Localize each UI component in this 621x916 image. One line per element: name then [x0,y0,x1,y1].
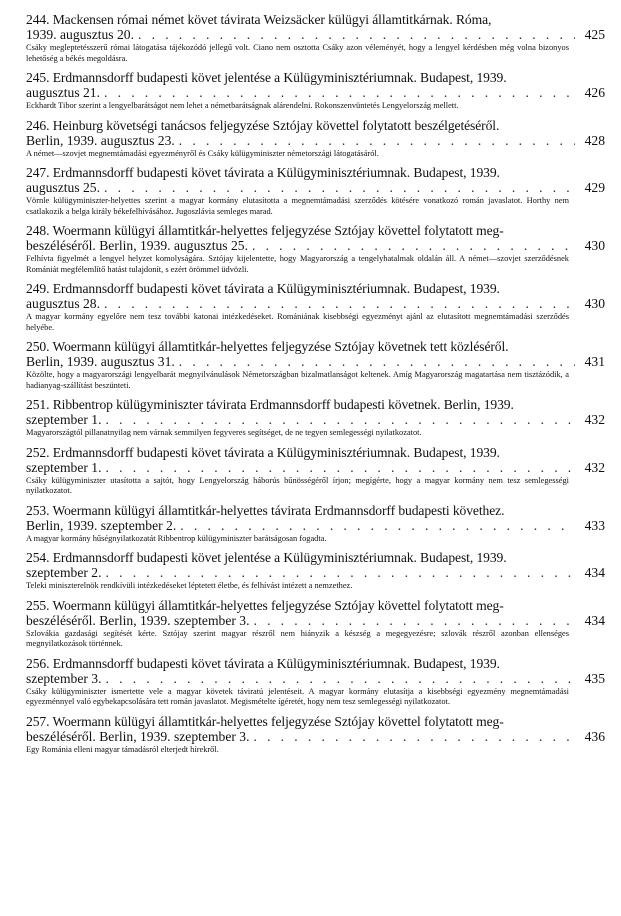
page-number: 425 [584,27,605,42]
entry-heading-last-line [26,27,605,42]
entry-date: szeptember 3. [26,670,102,686]
dot-leader [138,27,575,42]
entry-date: Berlin, 1939. augusztus 23. [26,132,175,148]
dot-leader [252,238,575,253]
toc-entry [26,223,605,275]
toc-entry [26,12,605,64]
dot-leader [106,412,576,427]
entry-summary: A magyar kormány hűségnyilatkozatát Ribbentrop külügyminiszter barátságosan fogadta. [26,533,327,543]
dot-leader [104,296,575,311]
entry-heading-last-line [26,180,605,195]
toc-entry [26,281,605,333]
entry-heading: 246. Heinburg követségi tanácsos feljegyzése Sztójay követtel folytatott beszélgetéséről. [26,117,500,133]
entry-summary: Felhívta figyelmét a lengyel helyzet komolyságára. Sztójay kijelentette, hogy Magyarország a tengelyhatalmak oldalán áll. A német—szovjet szerződésnek Romániát megfélemlítő hatást tulajdonít, s ezért örömmel üdvözli. [26,254,569,274]
dot-leader [180,518,575,533]
dot-leader [179,354,575,369]
entry-heading: 251. Ribbentrop külügyminiszter távirata Erdmannsdorff budapesti követnek. Berlin, 1939. [26,397,514,412]
entry-heading-last-line [26,518,605,533]
entry-date: szeptember 1. [26,459,102,475]
entry-date: beszéléséről. Berlin, 1939. szeptember 3. [26,612,250,628]
toc-entry [26,70,605,112]
entry-heading: 250. Woermann külügyi államtitkár-helyettes feljegyzése Sztójay követnek tett közléséről. [26,339,509,354]
entry-date: 1939. augusztus 20. [26,27,134,42]
entry-heading: 256. Erdmannsdorff budapesti követ távirata a Külügyminisztériumnak. Budapest, 1939. [26,655,500,671]
toc-entry [26,598,605,650]
toc-entry [26,165,605,217]
dot-leader [179,133,575,148]
page-number: 429 [584,180,605,195]
entry-date: szeptember 2. [26,565,102,580]
page-number: 430 [584,238,605,253]
entry-date: Berlin, 1939. szeptember 2. [26,517,177,533]
entry-summary: Vörnle külügyminiszter-helyettes szerint a magyar kormány elutasította a megnemtámadási szerződés kötésére vonatkozó román javaslatot. Horthy nem csatlakozik a belga király békefelhívásához. Jugoszlávia semleges marad. [26,196,569,216]
entry-summary: Szlovákia gazdasági segítését kérte. Sztójay szerint magyar részről nem hiányzik a készség a megegyezésre; szlovák részről azonban ellenséges megnyilatkozások történnek. [26,628,569,648]
entry-heading: 244. Mackensen római német követ távirata Weizsäcker külügyi államtitkárnak. Róma, [26,12,492,27]
page-number: 434 [584,612,605,628]
page-number: 434 [584,565,605,580]
toc-entry [26,397,605,439]
toc-entry [26,445,605,497]
entry-date: beszéléséről. Berlin, 1939. szeptember 3. [26,728,250,744]
page-number: 436 [584,728,605,744]
entry-heading: 248. Woermann külügyi államtitkár-helyettes feljegyzése Sztójay követtel folytatott meg- [26,223,504,238]
toc-entry [26,503,605,545]
dot-leader [106,671,576,686]
entry-heading-last-line [26,412,605,427]
entry-date: augusztus 25. [26,180,101,195]
entry-summary: Egy Románia elleni magyar támadásról elterjedt hírekről. [26,744,219,754]
page-number: 435 [584,670,605,686]
entry-summary: A német—szovjet megnemtámadási egyezményről és Csáky külügyminiszter németországi látogatásáról. [26,148,379,158]
entry-heading-last-line [26,460,605,475]
page-number: 428 [584,132,605,148]
page-number: 433 [584,517,605,533]
entry-date: augusztus 21. [26,85,101,100]
entry-summary: Csáky külügyminiszter utasította a sajtót, hogy Lengyelország háborús bűnösségéről írjon; megígérte, hogy a magyar kormány nem tesz semlegességi nyilatkozatot. [26,475,569,495]
entry-heading-last-line [26,613,605,628]
entry-heading: 247. Erdmannsdorff budapesti követ távirata a Külügyminisztériumnak. Budapest, 1939. [26,165,500,180]
toc-entry [26,339,605,391]
page-number: 431 [584,354,605,369]
entry-heading-last-line [26,671,605,686]
dot-leader [253,613,575,628]
entry-heading-last-line [26,85,605,100]
entry-heading: 257. Woermann külügyi államtitkár-helyettes feljegyzése Sztójay követtel folytatott meg- [26,713,504,729]
entry-summary: Magyarországtól pillanatnyilag nem várnak semmilyen fegyveres segítséget, de ne tegyen semlegességi nyilatkozatot. [26,428,422,437]
toc-entry [26,118,605,160]
entry-heading-last-line [26,238,605,253]
page-number: 432 [584,459,605,475]
entry-heading: 252. Erdmannsdorff budapesti követ távirata a Külügyminisztériumnak. Budapest, 1939. [26,444,500,460]
entry-heading-last-line [26,354,605,369]
entry-summary: Csáky megleptetésszerű római látogatása tájékozódó jellegű volt. Ciano nem osztotta Csáky azon véleményét, hogy a lengyel kérdésben még volna bizonyos lehetőség a békés megoldásra. [26,43,569,63]
entry-heading-last-line [26,296,605,311]
dot-leader [104,180,575,195]
entry-heading: 253. Woermann külügyi államtitkár-helyettes távirata Erdmannsdorff budapesti követhez. [26,502,505,518]
entry-heading: 255. Woermann külügyi államtitkár-helyettes feljegyzése Sztójay követtel folytatott meg- [26,597,504,613]
entry-date: Berlin, 1939. augusztus 31. [26,354,175,369]
entry-heading: 245. Erdmannsdorff budapesti követ jelentése a Külügyminisztériumnak. Budapest, 1939. [26,70,507,85]
entry-heading-last-line [26,565,605,580]
toc-entry [26,550,605,592]
toc-entry [26,714,605,756]
dot-leader [104,85,575,100]
entry-date: beszéléséről. Berlin, 1939. augusztus 25. [26,238,248,253]
entry-summary: Eckhardt Tibor szerint a lengyelbarátságot nem lehet a németbarátságnak alárendelni. Rokonszenvüntetés Lengyelország mellett. [26,101,459,110]
entry-summary: Közölte, hogy a magyarországi lengyelbarát megnyilvánulások Németországban bizalmatlanságot keltenek. Amíg Magyarország magatartása nem tisztázódik, a hadianyag-szállítást beszünteti. [26,370,569,390]
entry-heading-last-line [26,729,605,744]
dot-leader [106,565,576,580]
page-number: 430 [584,296,605,311]
page-number: 432 [584,412,605,427]
page-number: 426 [584,85,605,100]
entry-date: szeptember 1. [26,412,102,427]
toc-entry [26,656,605,708]
entry-summary: Csáky külügyminiszter ismertette vele a magyar követek táviratú jelentéseit. A magyar kormány elutasítja a kisebbségi egyezmény megnemtámadási egyezménnyel való egybekapcsolására tett román javaslatot. Megismételte ígéretét, hogy nem tesz semlegességi nyilatkozatot. [26,686,569,706]
entry-summary: Teleki miniszterelnök rendkívüli intézkedéseket léptetett életbe, és felhívást intézett a nemzethez. [26,581,353,590]
entry-summary: A magyar kormány egyelőre nem tesz további katonai intézkedéseket. Romániának kisebbségi egyezményt ajánl az elutasított megnemtámadási szerződés helyébe. [26,312,569,332]
entry-heading: 249. Erdmannsdorff budapesti követ távirata a Külügyminisztériumnak. Budapest, 1939. [26,281,500,296]
dot-leader [253,729,575,744]
entry-heading-last-line [26,133,605,148]
entry-heading: 254. Erdmannsdorff budapesti követ jelentése a Külügyminisztériumnak. Budapest, 1939. [26,550,507,565]
dot-leader [106,460,576,475]
entry-date: augusztus 28. [26,296,101,311]
